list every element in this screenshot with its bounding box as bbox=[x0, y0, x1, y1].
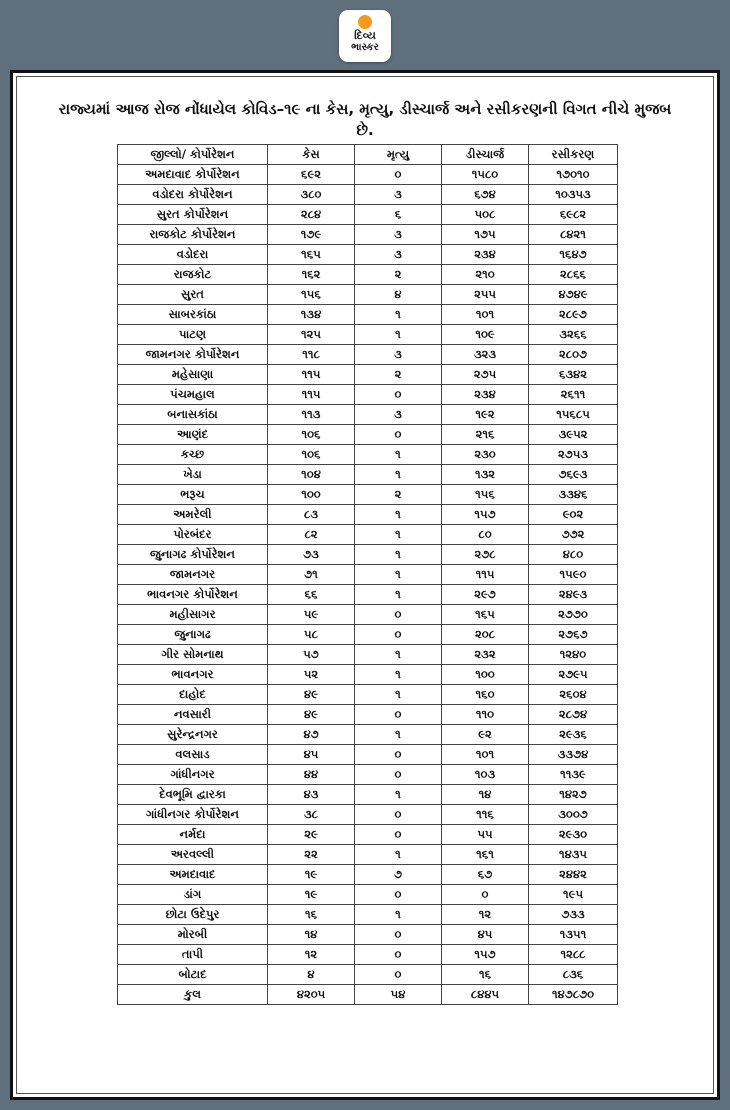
cell-district: બનાસકાંઠા bbox=[118, 405, 268, 425]
table-row bbox=[118, 165, 618, 185]
cell-vaccination: ૪૭૪૯ bbox=[529, 285, 618, 305]
cell-vaccination: ૧૫૬૮૫ bbox=[529, 405, 618, 425]
cell-district: જામનગર bbox=[118, 565, 268, 585]
total-cases: ૪૨૦૫ bbox=[268, 985, 355, 1005]
cell-deaths: ૦ bbox=[355, 925, 442, 945]
cell-discharge: ૧૨ bbox=[442, 905, 529, 925]
cell-vaccination: ૨૬૧૧ bbox=[529, 385, 618, 405]
cell-district: પંચમહાલ bbox=[118, 385, 268, 405]
cell-cases: ૬૬ bbox=[268, 585, 355, 605]
cell-deaths: ૩ bbox=[355, 185, 442, 205]
table-row bbox=[118, 765, 618, 785]
table-row bbox=[118, 505, 618, 525]
cell-district: કચ્છ bbox=[118, 445, 268, 465]
total-discharge: ૮૪૪૫ bbox=[442, 985, 529, 1005]
cell-cases: ૪૭ bbox=[268, 725, 355, 745]
cell-cases: ૧૧૫ bbox=[268, 385, 355, 405]
cell-vaccination: ૧૨૮૮ bbox=[529, 945, 618, 965]
cell-deaths: ૦ bbox=[355, 745, 442, 765]
cell-discharge: ૧૩૨ bbox=[442, 465, 529, 485]
cell-cases: ૫૮ bbox=[268, 625, 355, 645]
cell-deaths: ૧ bbox=[355, 505, 442, 525]
cell-cases: ૧૬૫ bbox=[268, 245, 355, 265]
table-row bbox=[118, 365, 618, 385]
cell-vaccination: ૧૩૫૧ bbox=[529, 925, 618, 945]
cell-district: પાટણ bbox=[118, 325, 268, 345]
cell-district: વલસાડ bbox=[118, 745, 268, 765]
cell-discharge: ૨૩૦ bbox=[442, 445, 529, 465]
cell-discharge: ૨૫૫ bbox=[442, 285, 529, 305]
header-cases: કેસ bbox=[268, 145, 355, 165]
cell-discharge: ૨૭૫ bbox=[442, 365, 529, 385]
table-row bbox=[118, 525, 618, 545]
cell-vaccination: ૨૯૩૬ bbox=[529, 725, 618, 745]
cell-cases: ૮૩ bbox=[268, 505, 355, 525]
cell-district: દાહોદ bbox=[118, 685, 268, 705]
cell-discharge: ૧૬૦ bbox=[442, 685, 529, 705]
cell-deaths: ૧ bbox=[355, 565, 442, 585]
cell-discharge: ૧૭૫ bbox=[442, 225, 529, 245]
table-row bbox=[118, 825, 618, 845]
total-vaccination: ૧૪૭૮૭૦ bbox=[529, 985, 618, 1005]
cell-discharge: ૧૦૧ bbox=[442, 745, 529, 765]
cell-vaccination: ૨૭૫૩ bbox=[529, 445, 618, 465]
cell-cases: ૧૯ bbox=[268, 865, 355, 885]
cell-cases: ૨૮૪ bbox=[268, 205, 355, 225]
cell-discharge: ૧૯૨ bbox=[442, 405, 529, 425]
cell-cases: ૪૫ bbox=[268, 745, 355, 765]
cell-cases: ૮૨ bbox=[268, 525, 355, 545]
cell-cases: ૪ bbox=[268, 965, 355, 985]
table-row bbox=[118, 665, 618, 685]
cell-deaths: ૦ bbox=[355, 165, 442, 185]
cell-district: સુરત bbox=[118, 285, 268, 305]
cell-discharge: ૧૫૭ bbox=[442, 945, 529, 965]
table-row bbox=[118, 965, 618, 985]
cell-vaccination: ૨૪૪૨ bbox=[529, 865, 618, 885]
cell-discharge: ૧૪ bbox=[442, 785, 529, 805]
cell-discharge: ૨૩૪ bbox=[442, 385, 529, 405]
cell-deaths: ૩ bbox=[355, 405, 442, 425]
table-row bbox=[118, 185, 618, 205]
table-row bbox=[118, 205, 618, 225]
cell-cases: ૧૧૫ bbox=[268, 365, 355, 385]
cell-vaccination: ૭૭૨ bbox=[529, 525, 618, 545]
table-row bbox=[118, 725, 618, 745]
cell-discharge: ૯૨ bbox=[442, 725, 529, 745]
cell-deaths: ૦ bbox=[355, 385, 442, 405]
cell-cases: ૧૪ bbox=[268, 925, 355, 945]
divya-bhaskar-logo bbox=[339, 10, 391, 62]
cell-district: મોરબી bbox=[118, 925, 268, 945]
cell-deaths: ૨ bbox=[355, 365, 442, 385]
table-row bbox=[118, 545, 618, 565]
cell-discharge: ૨૭૮ bbox=[442, 545, 529, 565]
cell-district: અમદાવાદ bbox=[118, 865, 268, 885]
table-row bbox=[118, 285, 618, 305]
cell-district: વડોદરા કોર્પોરેશન bbox=[118, 185, 268, 205]
cell-district: સુરેન્દ્રનગર bbox=[118, 725, 268, 745]
cell-district: રાજકોટ bbox=[118, 265, 268, 285]
cell-deaths: ૩ bbox=[355, 225, 442, 245]
logo-text-line2: ભાસ્કર bbox=[351, 42, 379, 53]
cell-district: મહેસાણા bbox=[118, 365, 268, 385]
cell-discharge: ૬૭ bbox=[442, 865, 529, 885]
cell-discharge: ૫૦૮ bbox=[442, 205, 529, 225]
cell-cases: ૭૩ bbox=[268, 545, 355, 565]
cell-cases: ૭૧ bbox=[268, 565, 355, 585]
cell-vaccination: ૬૯૮૨ bbox=[529, 205, 618, 225]
cell-discharge: ૧૧૫ bbox=[442, 565, 529, 585]
header-discharge: ડીસ્ચાર્જ bbox=[442, 145, 529, 165]
cell-deaths: ૭ bbox=[355, 865, 442, 885]
cell-vaccination: ૩૦૦૭ bbox=[529, 805, 618, 825]
cell-discharge: ૧૬૫ bbox=[442, 605, 529, 625]
cell-cases: ૫૯ bbox=[268, 605, 355, 625]
table-row bbox=[118, 345, 618, 365]
cell-discharge: ૨૧૦ bbox=[442, 265, 529, 285]
table-row bbox=[118, 445, 618, 465]
cell-district: ગાંધીનગર bbox=[118, 765, 268, 785]
cell-district: બોટાદ bbox=[118, 965, 268, 985]
table-row bbox=[118, 845, 618, 865]
cell-vaccination: ૨૯૩૦ bbox=[529, 825, 618, 845]
cell-vaccination: ૧૫૯૦ bbox=[529, 565, 618, 585]
table-row bbox=[118, 905, 618, 925]
cell-deaths: ૧ bbox=[355, 845, 442, 865]
cell-discharge: ૧૬ bbox=[442, 965, 529, 985]
cell-vaccination: ૨૮૭૪ bbox=[529, 705, 618, 725]
cell-vaccination: ૨૭૭૦ bbox=[529, 605, 618, 625]
table-row bbox=[118, 385, 618, 405]
cell-district: જુનાગઢ bbox=[118, 625, 268, 645]
cell-deaths: ૦ bbox=[355, 705, 442, 725]
table-row bbox=[118, 405, 618, 425]
cell-cases: ૫૭ bbox=[268, 645, 355, 665]
cell-district: સાબરકાંઠા bbox=[118, 305, 268, 325]
cell-deaths: ૧ bbox=[355, 905, 442, 925]
cell-district: ગીર સોમનાથ bbox=[118, 645, 268, 665]
cell-vaccination: ૮૪૨૧ bbox=[529, 225, 618, 245]
cell-discharge: ૮૦ bbox=[442, 525, 529, 545]
header-deaths: મૃત્યુ bbox=[355, 145, 442, 165]
cell-vaccination: ૨૪૯૩ bbox=[529, 585, 618, 605]
cell-deaths: ૦ bbox=[355, 425, 442, 445]
table-row bbox=[118, 265, 618, 285]
cell-cases: ૨૨ bbox=[268, 845, 355, 865]
covid-stats-table bbox=[117, 144, 618, 1005]
cell-vaccination: ૨૮૯૭ bbox=[529, 305, 618, 325]
cell-discharge: ૫૫ bbox=[442, 825, 529, 845]
cell-deaths: ૦ bbox=[355, 605, 442, 625]
table-total-row bbox=[118, 985, 618, 1005]
table-row bbox=[118, 605, 618, 625]
cell-deaths: ૦ bbox=[355, 765, 442, 785]
cell-vaccination: ૯૦૨ bbox=[529, 505, 618, 525]
table-row bbox=[118, 565, 618, 585]
cell-deaths: ૧ bbox=[355, 445, 442, 465]
cell-deaths: ૧ bbox=[355, 585, 442, 605]
cell-vaccination: ૨૭૬૭ bbox=[529, 625, 618, 645]
header-district: જીલ્લો/ કોર્પોરેશન bbox=[118, 145, 268, 165]
cell-district: દેવભૂમિ દ્વારકા bbox=[118, 785, 268, 805]
cell-district: તાપી bbox=[118, 945, 268, 965]
cell-deaths: ૧ bbox=[355, 665, 442, 685]
cell-cases: ૧૩૪ bbox=[268, 305, 355, 325]
cell-vaccination: ૧૦૩૫૩ bbox=[529, 185, 618, 205]
cell-deaths: ૬ bbox=[355, 205, 442, 225]
cell-discharge: ૧૧૦ bbox=[442, 705, 529, 725]
table-row bbox=[118, 745, 618, 765]
cell-vaccination: ૭૩૩ bbox=[529, 905, 618, 925]
cell-vaccination: ૩૨૬૬ bbox=[529, 325, 618, 345]
cell-vaccination: ૧૪૩૫ bbox=[529, 845, 618, 865]
cell-vaccination: ૧૪૨૭ bbox=[529, 785, 618, 805]
table-row bbox=[118, 885, 618, 905]
cell-discharge: ૧૬૧ bbox=[442, 845, 529, 865]
cell-discharge: ૨૧૬ bbox=[442, 425, 529, 445]
cell-deaths: ૧ bbox=[355, 305, 442, 325]
report-card bbox=[10, 70, 720, 1100]
cell-discharge: ૨૩૪ bbox=[442, 245, 529, 265]
cell-district: ડાંગ bbox=[118, 885, 268, 905]
cell-discharge: ૨૩૨ bbox=[442, 645, 529, 665]
cell-vaccination: ૨૮૦૭ bbox=[529, 345, 618, 365]
cell-vaccination: ૬૩૪૨ bbox=[529, 365, 618, 385]
cell-cases: ૪૯ bbox=[268, 685, 355, 705]
total-deaths: ૫૪ bbox=[355, 985, 442, 1005]
cell-cases: ૪૯ bbox=[268, 705, 355, 725]
cell-deaths: ૪ bbox=[355, 285, 442, 305]
cell-district: અમદાવાદ કોર્પોરેશન bbox=[118, 165, 268, 185]
cell-deaths: ૦ bbox=[355, 625, 442, 645]
cell-deaths: ૩ bbox=[355, 245, 442, 265]
cell-district: છોટા ઉદેપુર bbox=[118, 905, 268, 925]
cell-deaths: ૧ bbox=[355, 685, 442, 705]
table-row bbox=[118, 705, 618, 725]
cell-district: સુરત કોર્પોરેશન bbox=[118, 205, 268, 225]
cell-vaccination: ૨૬૦૪ bbox=[529, 685, 618, 705]
cell-deaths: ૦ bbox=[355, 945, 442, 965]
cell-cases: ૧૦૪ bbox=[268, 465, 355, 485]
cell-deaths: ૧ bbox=[355, 725, 442, 745]
cell-cases: ૧૫૬ bbox=[268, 285, 355, 305]
table-row bbox=[118, 685, 618, 705]
cell-vaccination: ૩૩૪૬ bbox=[529, 485, 618, 505]
cell-deaths: ૧ bbox=[355, 325, 442, 345]
cell-deaths: ૧ bbox=[355, 525, 442, 545]
cell-cases: ૧૭૯ bbox=[268, 225, 355, 245]
table-row bbox=[118, 805, 618, 825]
table-row bbox=[118, 245, 618, 265]
cell-discharge: ૪૫ bbox=[442, 925, 529, 945]
cell-discharge: ૩૨૩ bbox=[442, 345, 529, 365]
cell-district: ગાંધીનગર કોર્પોરેશન bbox=[118, 805, 268, 825]
cell-cases: ૧૬૨ bbox=[268, 265, 355, 285]
cell-discharge: ૧૦૦ bbox=[442, 665, 529, 685]
cell-cases: ૨૯ bbox=[268, 825, 355, 845]
table-body bbox=[118, 165, 618, 985]
cell-district: જુનાગઢ કોર્પોરેશન bbox=[118, 545, 268, 565]
cell-discharge: ૧૦૧ bbox=[442, 305, 529, 325]
table-row bbox=[118, 425, 618, 445]
logo-text-line1: દિવ્ય bbox=[354, 29, 376, 42]
cell-vaccination: ૭૬૯૩ bbox=[529, 465, 618, 485]
cell-deaths: ૧ bbox=[355, 545, 442, 565]
cell-deaths: ૦ bbox=[355, 965, 442, 985]
cell-deaths: ૦ bbox=[355, 825, 442, 845]
cell-cases: ૧૦૬ bbox=[268, 425, 355, 445]
cell-deaths: ૧ bbox=[355, 645, 442, 665]
cell-district: ભાવનગર bbox=[118, 665, 268, 685]
cell-discharge: ૧૫૭ bbox=[442, 505, 529, 525]
cell-discharge: ૧૫૮૦ bbox=[442, 165, 529, 185]
cell-vaccination: ૧૭૦૧૦ bbox=[529, 165, 618, 185]
cell-vaccination: ૮૩૬ bbox=[529, 965, 618, 985]
cell-vaccination: ૧૨૪૦ bbox=[529, 645, 618, 665]
cell-discharge: ૨૯૭ bbox=[442, 585, 529, 605]
cell-deaths: ૧ bbox=[355, 465, 442, 485]
cell-vaccination: ૩૩૭૪ bbox=[529, 745, 618, 765]
table-row bbox=[118, 925, 618, 945]
cell-district: રાજકોટ કોર્પોરેશન bbox=[118, 225, 268, 245]
cell-discharge: ૧૫૬ bbox=[442, 485, 529, 505]
cell-district: અરવલ્લી bbox=[118, 845, 268, 865]
report-heading: રાજ્યમાં આજ રોજ નોંધાયેલ કોવિડ–૧૯ ના કેસ, મૃત્યુ, ડીસ્ચાર્જ અને રસીકરણની વિગત નીચે મુજબ છે. bbox=[58, 100, 672, 139]
cell-cases: ૧૧૮ bbox=[268, 345, 355, 365]
cell-cases: ૧૨ bbox=[268, 945, 355, 965]
cell-cases: ૧૬ bbox=[268, 905, 355, 925]
table-row bbox=[118, 865, 618, 885]
cell-vaccination: ૨૮૬૬ bbox=[529, 265, 618, 285]
cell-cases: ૩૮૦ bbox=[268, 185, 355, 205]
table-row bbox=[118, 585, 618, 605]
logo-sun-icon bbox=[358, 15, 372, 29]
cell-deaths: ૨ bbox=[355, 485, 442, 505]
table-row bbox=[118, 225, 618, 245]
cell-vaccination: ૧૯૫ bbox=[529, 885, 618, 905]
cell-district: વડોદરા bbox=[118, 245, 268, 265]
cell-discharge: ૨૦૮ bbox=[442, 625, 529, 645]
cell-vaccination: ૪૮૦ bbox=[529, 545, 618, 565]
cell-vaccination: ૨૭૯૫ bbox=[529, 665, 618, 685]
cell-district: ખેડા bbox=[118, 465, 268, 485]
cell-cases: ૪૩ bbox=[268, 785, 355, 805]
header-vaccination: રસીકરણ bbox=[529, 145, 618, 165]
cell-cases: ૧૧૩ bbox=[268, 405, 355, 425]
cell-district: પોરબંદર bbox=[118, 525, 268, 545]
table-row bbox=[118, 785, 618, 805]
table-row bbox=[118, 485, 618, 505]
cell-cases: ૧૨૫ bbox=[268, 325, 355, 345]
table-row bbox=[118, 465, 618, 485]
cell-discharge: ૬૭૪ bbox=[442, 185, 529, 205]
cell-vaccination: ૧૬૪૭ bbox=[529, 245, 618, 265]
cell-deaths: ૧ bbox=[355, 785, 442, 805]
cell-cases: ૩૮ bbox=[268, 805, 355, 825]
table-header-row bbox=[118, 145, 618, 165]
cell-vaccination: ૩૯૫૨ bbox=[529, 425, 618, 445]
cell-vaccination: ૧૧૩૯ bbox=[529, 765, 618, 785]
cell-cases: ૧૯ bbox=[268, 885, 355, 905]
cell-district: આણંદ bbox=[118, 425, 268, 445]
cell-discharge: ૧૦૯ bbox=[442, 325, 529, 345]
cell-district: મહીસાગર bbox=[118, 605, 268, 625]
cell-discharge: ૦ bbox=[442, 885, 529, 905]
cell-district: જામનગર કોર્પોરેશન bbox=[118, 345, 268, 365]
cell-discharge: ૧૧૬ bbox=[442, 805, 529, 825]
cell-deaths: ૦ bbox=[355, 885, 442, 905]
cell-district: અમરેલી bbox=[118, 505, 268, 525]
cell-district: ભરૂચ bbox=[118, 485, 268, 505]
table-row bbox=[118, 325, 618, 345]
cell-district: નર્મદા bbox=[118, 825, 268, 845]
cell-deaths: ૦ bbox=[355, 805, 442, 825]
table-row bbox=[118, 945, 618, 965]
table-row bbox=[118, 625, 618, 645]
cell-district: ભાવનગર કોર્પોરેશન bbox=[118, 585, 268, 605]
cell-deaths: ૩ bbox=[355, 345, 442, 365]
cell-discharge: ૧૦૩ bbox=[442, 765, 529, 785]
cell-cases: ૧૦૬ bbox=[268, 445, 355, 465]
total-label: કુલ bbox=[118, 985, 268, 1005]
cell-cases: ૬૯૨ bbox=[268, 165, 355, 185]
table-row bbox=[118, 305, 618, 325]
cell-cases: ૫૨ bbox=[268, 665, 355, 685]
cell-cases: ૪૪ bbox=[268, 765, 355, 785]
cell-deaths: ૨ bbox=[355, 265, 442, 285]
table-row bbox=[118, 645, 618, 665]
cell-cases: ૧૦૦ bbox=[268, 485, 355, 505]
cell-district: નવસારી bbox=[118, 705, 268, 725]
